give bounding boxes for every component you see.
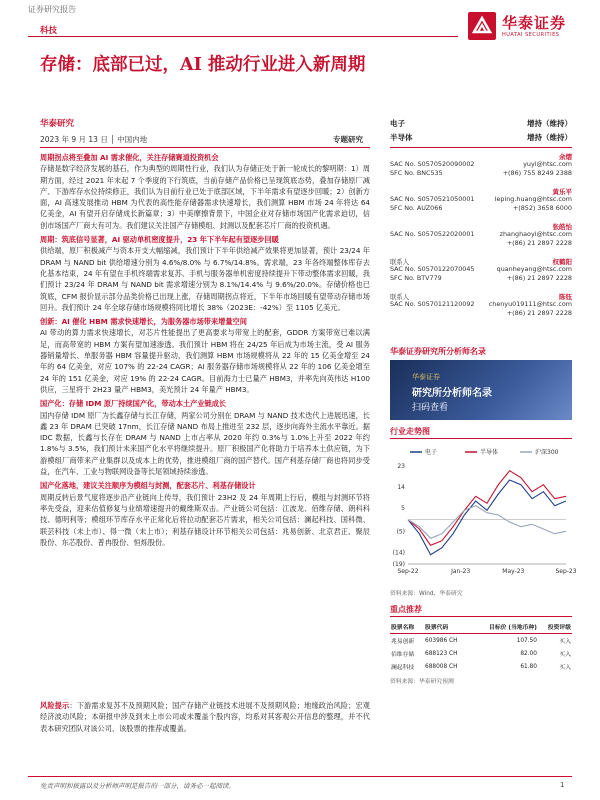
paragraph-text: 供给端，原厂积极减产与资本开支大幅缩减，我们预计下半年供给减产效果将更加显著，预计 23/24 年 DRAM 与 NAND bit 供给增速分别为 4.6%/8.0% 与 6.7%/14.8%。需求端，23 年各终端整体库存去化基本结束，24 年有望在手机终端需求复苏、手机与服务器单机密度持续提升下带动整体需求回暖，我们预计 23/24 年 DRAM 与 NAND bit 需求增速分别为 8.1%/14.4% 与 9.6%/20.0%。存储价格也已筑底，CFM 报价显示部分品类价格已出现上涨，存储周期拐点将近，下半年市场回暖有望带动存储市场回升。我们预计 24 年全球存储市场规模将同比增长 38%（2023E：-42%）至 1105 亿美元。: [40, 246, 370, 312]
table-row: [390, 647, 572, 660]
company-logo: [468, 10, 578, 44]
table-cell: 佰维存储: [391, 652, 415, 658]
analyst-email[interactable]: leping.huang@htsc.com: [494, 195, 572, 203]
table-row: [390, 660, 572, 673]
risk-warning: [40, 700, 370, 734]
y-tick-label: 5: [401, 505, 405, 512]
legend-label: 半导体: [480, 449, 499, 456]
main-body: [40, 152, 370, 551]
y-tick-label: 23: [397, 463, 405, 470]
paragraph: [40, 398, 370, 477]
x-tick-label: Sep-23: [555, 568, 577, 575]
table-cell: 买入: [559, 665, 571, 671]
x-tick-label: May-23: [502, 568, 525, 575]
analyst-sac: SAC No. S0570520090002: [390, 160, 475, 168]
analyst-name: 黄乐平: [552, 188, 572, 196]
table-cell: 688008 CH: [425, 663, 458, 670]
banner-line: 研究所分析师名录: [412, 388, 492, 399]
research-label: 华泰研究: [40, 119, 75, 129]
table-cell: 澜起科技: [391, 665, 415, 671]
table-cell: 82.00: [520, 650, 537, 657]
analyst-name: 张皓怡: [552, 223, 572, 231]
table-header: 投资评级: [538, 620, 572, 634]
stocks-title: 重点推荐: [390, 605, 422, 614]
stocks-table-wrap: [390, 620, 572, 673]
ratings-block: [390, 118, 572, 146]
analyst-sac: SAC No. S0570122070045: [390, 265, 475, 273]
logo-text-en: HUATAI SECURITIES: [502, 32, 560, 38]
table-cell: 61.80: [520, 663, 537, 670]
x-tick-label: Jan-23: [451, 568, 471, 575]
table-cell: 688123 CH: [425, 650, 458, 657]
paragraph-lead: 国产化：存储 IDM 原厂持续国产化，带动本土产业链成长: [40, 399, 227, 409]
analyst-directory-title: 华泰证券研究所分析师名录: [390, 347, 486, 356]
chart-legend: [410, 448, 559, 456]
chart-title: 行业走势图: [390, 427, 430, 436]
paragraph-text: 存储是数字经济发展的基石，作为典型的周期性行业，我们认为存储正处于新一轮成长的黎明期：1）周期方面，经过 2021 年末起 7 个季度的下行筑底，当前存储产品价格已呈现筑底态势，叠加存储原厂减产、下游库存水位持续修正，我们认为目前行业已处于底部区域，下半年需求有望逐步回暖；2）创新方面，AI 高速发展推动 HBM 为代表的高性能存储器需求快速增长，我们测算 HBM 市场 24 年将达 64 亿美金，AI 有望开启存储成长新篇章；3）中美摩擦背景下，中国企业对存储市场国产化需求迫切，信创市场国产厂商大有可为。我们建议关注国产存储模组、封测以及配套芯片厂商的投资机遇。: [40, 164, 370, 230]
table-header-row: [390, 620, 572, 634]
analyst-card: [390, 187, 572, 222]
paragraph: [40, 234, 370, 313]
paragraph: [40, 480, 370, 548]
table-row: [390, 634, 572, 648]
report-date: 2023 年 9 月 13 日 │ 中国内地: [40, 135, 148, 144]
x-tick-label: Sep-22: [397, 568, 419, 575]
paragraph-text: 国内存储 IDM 原厂为长鑫存储与长江存储，两家公司分别在 DRAM 与 NAND 技术迭代上进展迅速，长鑫 23 年 DRAM 已突破 17nm，长江存储 NAND 布局上推进至 232 层，逐步向海外主流水平靠近。据 IDC 数据，长鑫与长存在 DRAM 与 NAND 上市占率从 2020 年约 0.3%与 1.0%上升至 2022 年约 1.8%与 3.5%，我们预计未来国产化水平将继续提升。原厂积极国产化将助力于培养本土供应链，为下游模组厂商带来产业集群以及成本上的优势，推进模组厂商的国产替代。国产利基存储厂商也将同步受益，在汽车、工业与物联网设备等长尾领域持续渗透。: [40, 410, 370, 477]
rating-row: [390, 118, 572, 132]
analyst-card: [390, 152, 572, 187]
paragraph-text: 周期反转后景气度将逐步沿产业链向上传导，我们预计 23H2 及 24 年周期上行后，模组与封测环节将率先受益，迎来估值修复与业绩增速提升的戴维斯双击。产业链公司包括：江波龙、佰维存储、朗科科技、德明利等；模组环节库存水平正常化后将拉动配套芯片需求，相关公司包括：澜起科技、国科微、联芸科技（未上市）、得一微（未上市）；利基存储设计环节相关公司包括：兆易创新、北京君正、聚辰股份、东芯股份、普冉股份、恒烁股份。: [40, 492, 370, 547]
paragraph-text: AI 带动的算力需求快速增长，对芯片性能提出了更高要求与带宽上的配套，GDDR 方案带宽已难以满足，而高带宽的 HBM 方案有望加速渗透。我们预计 HBM 将在 24/25 年后成为市场主流，受 AI 服务器销量增长、单服务器 HBM 容量提升驱动，我们测算 HBM 市场规模将从 22 年的 15 亿美金增至 24 年的 64 亿美金，对应 107% 的 22-24 CAGR；AI 服务器存储市场规模将从 22 年的 106 亿美金增至 24 年的 151 亿美金，对应 19% 的 22-24 CAGR。目前海力士已量产 HBM3，并率先向英伟达 H100 供应，三星将于 2H23 量产 HBM3，美光预计 24 年量产 HBM3。: [40, 328, 370, 394]
analyst-role: 联系人: [390, 293, 410, 301]
analyst-sac: SAC No. S0570521050001: [390, 195, 475, 203]
ratings-divider: [390, 147, 572, 148]
stocks-divider: [390, 616, 572, 617]
banner-line: 扫码查看: [412, 403, 449, 413]
logo-text-cn: 华泰证券: [502, 14, 567, 32]
stocks-source: 资料来源：华泰研究预测: [390, 679, 454, 685]
report-title: 存储：底部已过，AI 推动行业进入新周期: [40, 55, 366, 75]
analyst-email[interactable]: chenyu019111@htsc.com: [488, 300, 572, 308]
industry-trend-chart: [390, 444, 577, 584]
analyst-sac: SAC No. S0570522020001: [390, 230, 475, 238]
y-tick-label: (5): [396, 528, 405, 536]
analyst-phone: +(852) 3658 6000: [512, 204, 572, 212]
table-header: 股票代码: [424, 620, 470, 634]
analyst-name: 余熠: [559, 153, 572, 161]
rating-row: [390, 132, 572, 146]
rating-sector: 半导体: [390, 133, 413, 142]
chart-x-axis: [397, 564, 576, 575]
rating-value: 增持（维持）: [527, 133, 572, 142]
rating-sector: 电子: [390, 119, 405, 128]
body-divider: [40, 147, 370, 148]
report-type-label: 证券研究报告: [28, 5, 76, 14]
risk-lead: 风险提示: [40, 701, 70, 710]
paragraph-lead: 国产化落地，建议关注顺序为模组与封测，配套芯片、利基存储设计: [40, 481, 256, 491]
analyst-email[interactable]: zhanghaoyi@htsc.com: [499, 230, 572, 238]
topic-tag: 专题研究: [333, 135, 363, 144]
analyst-list: [390, 152, 572, 327]
analyst-sac: SAC No. S0570121120092: [390, 300, 475, 308]
table-cell: 107.50: [516, 637, 537, 644]
paragraph-lead: 周期拐点将至叠加 AI 需求催化，关注存储赛道投资机会: [40, 153, 219, 162]
chart-source: 资料来源：Wind，华泰研究: [390, 591, 463, 597]
analyst-phone: +(86) 21 2897 2228: [506, 274, 572, 282]
y-tick-label: 14: [397, 484, 405, 491]
analyst-email[interactable]: yuyi@htsc.com: [523, 160, 572, 168]
legend-label: 沪深300: [535, 449, 559, 456]
table-cell: 买入: [559, 652, 571, 658]
chart-divider: [390, 438, 572, 439]
analyst-role: 联系人: [390, 258, 410, 266]
paragraph: [40, 152, 370, 231]
disclaimer-note: 免责声明和披露以及分析师声明是报告的一部分，请务必一起阅读。: [40, 782, 235, 790]
rating-value: 增持（维持）: [527, 119, 572, 128]
analyst-sfc: SFC No. BTV779: [390, 274, 442, 282]
analyst-sfc: SFC No. AUZ066: [390, 204, 443, 212]
table-header: 股票名称: [390, 620, 424, 634]
series-line: [408, 480, 566, 555]
logo-mark-icon: [468, 12, 496, 40]
analyst-name: 权鹤阳: [552, 258, 572, 266]
analyst-phone: +(86) 21 2897 2228: [506, 309, 572, 317]
stocks-table: [390, 620, 572, 673]
paragraph-lead: 周期：筑底信号显著，AI 驱动单机密度提升，23 年下半年起有望逐步回暖: [40, 235, 279, 245]
series-line: [408, 471, 566, 546]
category-label: 科技: [40, 26, 58, 36]
risk-text: ：下游需求复苏不及预期风险；国产存储产业链技术进展不及预期风险；地缘政治风险；宏观经济波动风险；本研报中涉及到未上市公司或未覆盖个股内容，均系对其客观公开信息的整理，并不代表本研究团队对该公司、该股票的推荐或覆盖。: [40, 701, 370, 733]
analyst-email[interactable]: quanheyang@htsc.com: [496, 265, 572, 273]
paragraph-lead: 创新：AI 催化 HBM 需求快速增长，为服务器市场带来增量空间: [40, 317, 247, 327]
analyst-card: [390, 257, 572, 292]
y-tick-label: (19): [392, 561, 405, 568]
table-cell: 603986 CH: [425, 637, 458, 644]
table-cell: 兆易创新: [391, 639, 415, 645]
table-cell: 买入: [559, 639, 571, 645]
legend-label: 电子: [425, 449, 438, 456]
analyst-name: 陈钰: [559, 293, 572, 301]
chart-y-axis: [393, 463, 566, 568]
table-header: 目标价 (当地币种): [471, 620, 538, 634]
chart-plot-area: [408, 471, 566, 555]
banner-line: 华泰证券: [412, 373, 440, 381]
analyst-sfc: SFC No. BNC535: [390, 169, 443, 177]
header-divider: [28, 36, 458, 37]
analyst-phone: +(86) 21 2897 2228: [506, 239, 572, 247]
analyst-card: [390, 222, 572, 257]
analyst-directory-banner[interactable]: [390, 360, 572, 420]
analyst-phone: +(86) 755 8249 2388: [502, 169, 572, 177]
analyst-card: [390, 292, 572, 327]
footer-divider: [28, 776, 572, 777]
y-tick-label: (14): [392, 549, 405, 557]
paragraph: [40, 316, 370, 395]
page-number: 1: [560, 781, 565, 789]
